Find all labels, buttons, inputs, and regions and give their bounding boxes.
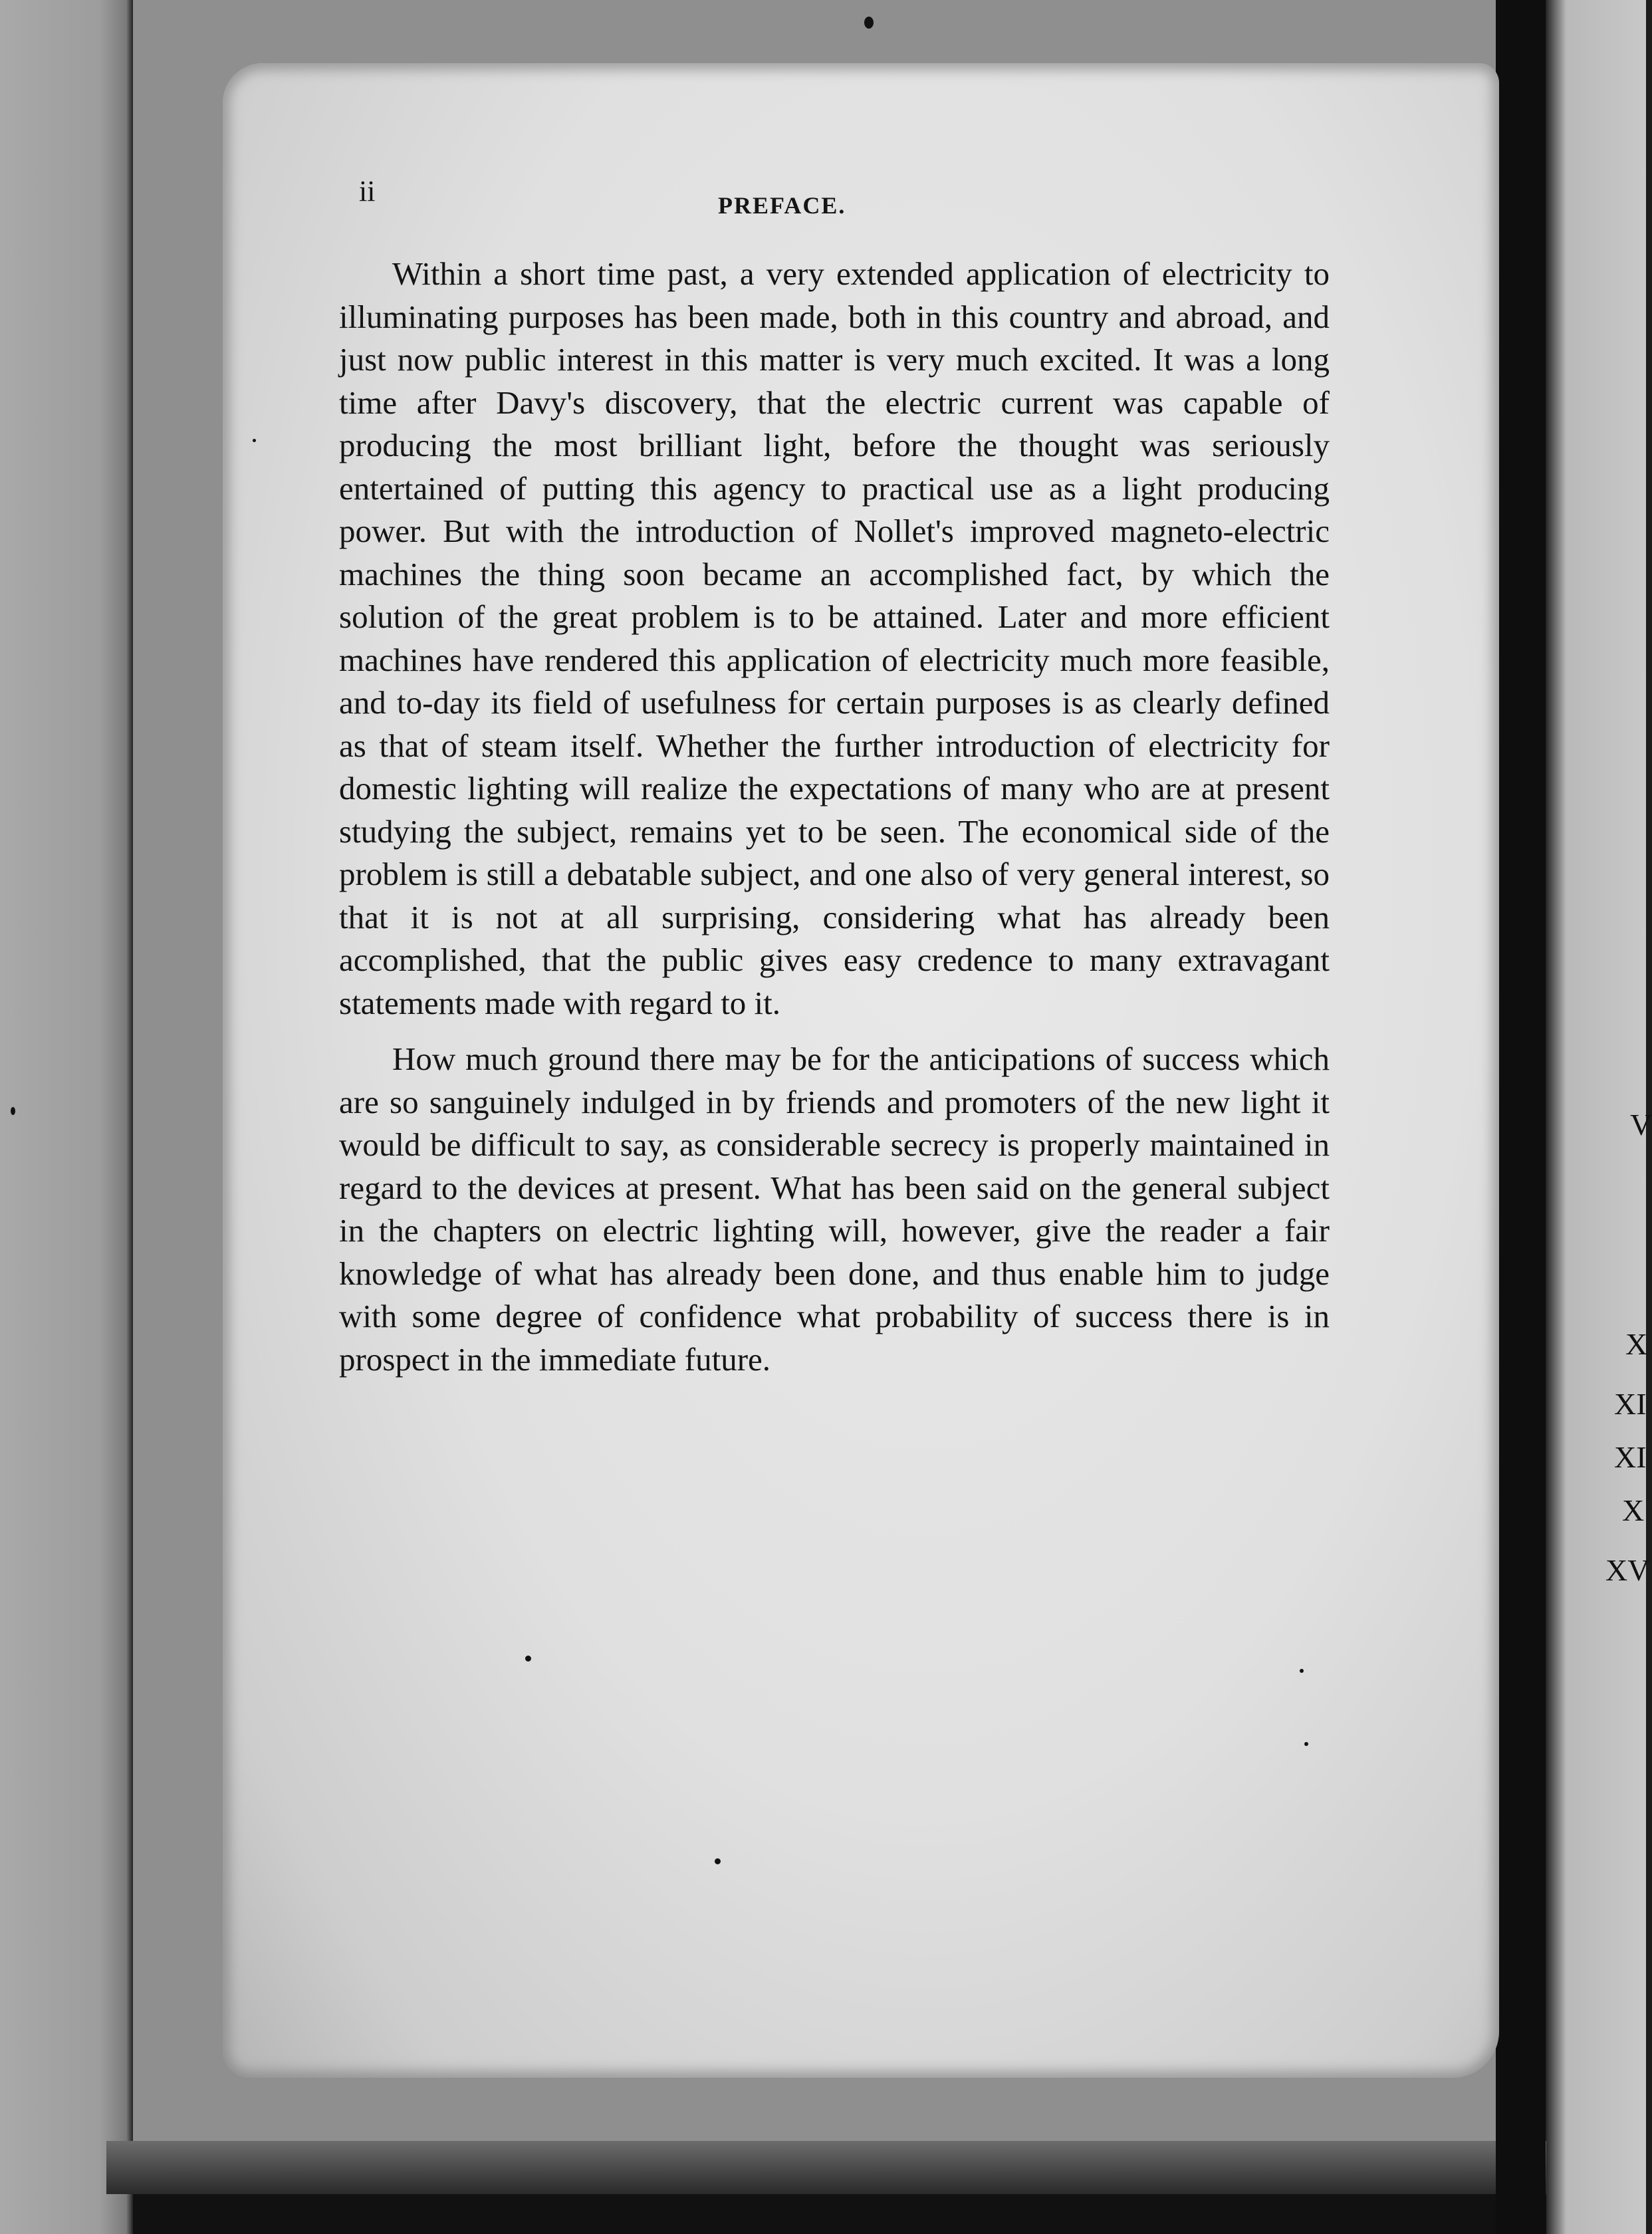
- ink-speck: [253, 439, 256, 442]
- running-head: PREFACE.: [718, 192, 846, 219]
- adjacent-page-fragment-4: XI: [1614, 1440, 1647, 1474]
- ink-speck: [1304, 1742, 1308, 1746]
- paragraph-1: Within a short time past, a very extended application of electricity to illuminating purposes has been made, both in this country and abroad, and just now public interest in this matter is very much excited. It was a long time after Davy's discovery, that the electric current was capable of producing the most brilliant light, before the thought was seriously entertained of putting this agency to practical use as a light producing power. But with the introduction of Nollet's improved magneto-electric machines the thing soon became an accomplished fact, by which the solution of the great problem is to be attained. Later and more efficient machines have rendered this application of electricity much more feasible, and to-day its field of usefulness for certain purposes is as clearly defined as that of steam itself. Whether the further introduction of electricity for domestic lighting will realize the expectations of many who are at present studying the subject, remains yet to be seen. The economical side of the problem is still a debatable subject, and one also of very general interest, so that it is not at all surprising, considering what has already been accomplished, that the public gives easy credence to many extravagant statements made with regard to it.: [339, 255, 1330, 1021]
- ink-speck: [864, 17, 874, 29]
- ink-speck: [11, 1107, 15, 1115]
- body-text: [339, 253, 1330, 1381]
- book-gutter: [1496, 0, 1546, 2234]
- adjacent-page-fragment-5: X: [1622, 1493, 1645, 1527]
- ink-speck: [715, 1858, 721, 1864]
- book-bottom-edge: [106, 2141, 1569, 2194]
- adjacent-page-fragment-1: V: [1630, 1108, 1652, 1142]
- paragraph-2: How much ground there may be for the anticipations of success which are so sanguinely indulged in by friends and promoters of the new light it would be difficult to say, as considerable secrecy is properly maintained in regard to the devices at present. What has been said on the general subject in the chapters on electric lighting will, however, give the reader a fair knowledge of what has already been done, and thus enable him to judge with some degree of confidence what probability of success there is in prospect in the immediate future.: [339, 1041, 1330, 1378]
- ink-speck: [1300, 1669, 1304, 1673]
- adjacent-page-fragment-6: XV: [1605, 1553, 1650, 1587]
- scan-left-margin: [0, 0, 133, 2234]
- adjacent-page-fragment-2: X: [1625, 1327, 1648, 1361]
- page-number: ii: [359, 175, 376, 207]
- ink-speck: [525, 1656, 531, 1662]
- adjacent-page-fragment-3: XI: [1614, 1387, 1647, 1421]
